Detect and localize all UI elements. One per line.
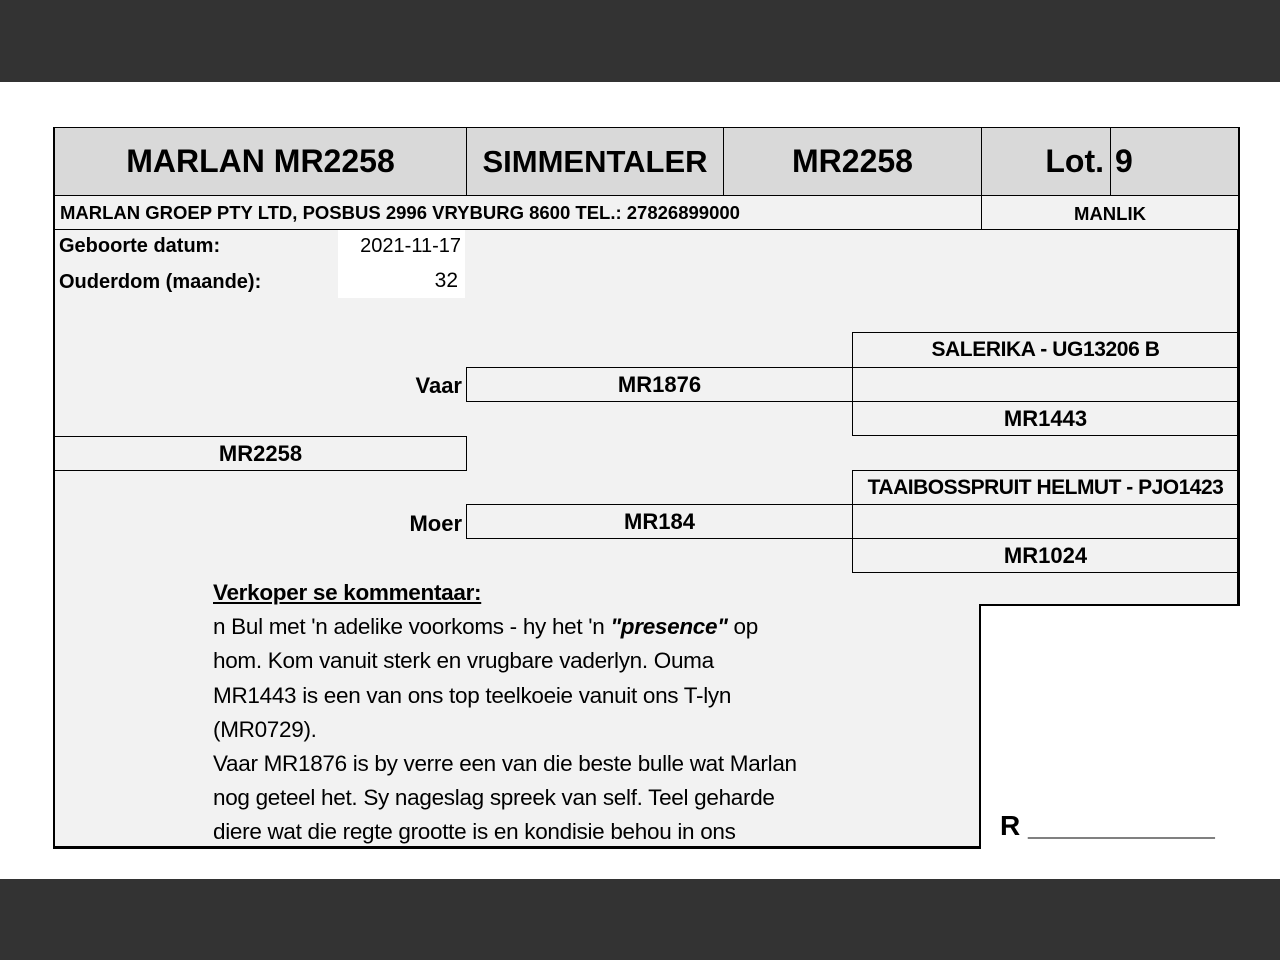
dam: MR184 — [624, 508, 695, 534]
animal-name: MARLAN MR2258 — [126, 143, 395, 179]
sire-blank-cell — [852, 367, 1239, 402]
comments-line-2: hom. Kom vanuit sterk en vrugbare vaderlyn. Ouma — [213, 648, 714, 674]
form-border-left — [53, 127, 55, 849]
sex: MANLIK — [1074, 203, 1146, 224]
dam-dam-cell — [852, 538, 1239, 573]
dam-sire-cell — [852, 470, 1239, 505]
sire-sire-cell — [852, 332, 1239, 368]
comments-line-3: MR1443 is een van ons top teelkoeie vanuit ons T-lyn — [213, 682, 732, 708]
dam-blank-cell — [852, 504, 1239, 539]
comments-line-6: nog geteel het. Sy nageslag spreek van self. Teel geharde — [213, 785, 775, 811]
birth-date-label: Geboorte datum: — [59, 235, 221, 257]
sire-sire: SALERIKA - UG13206 B — [931, 338, 1160, 361]
comments-line-7: diere wat die regte grootte is en kondisie behou in ons — [213, 819, 736, 845]
age-months: 32 — [434, 269, 458, 292]
seller-comments — [213, 576, 853, 850]
price-label: R ____________ — [1000, 810, 1215, 841]
sex-cell — [981, 195, 1239, 230]
animal-name-cell — [54, 127, 467, 196]
animal-cell — [54, 436, 467, 471]
company-line: MARLAN GROEP PTY LTD, POSBUS 2996 VRYBURG 8600 TEL.: 27826899000 — [54, 195, 982, 230]
dam-cell — [466, 504, 853, 539]
sire-dam: MR1443 — [1003, 405, 1088, 431]
animal-id: MR2258 — [792, 143, 913, 179]
dam-dam: MR1024 — [1003, 542, 1088, 568]
comments-title: Verkoper se kommentaar: — [213, 580, 482, 605]
lot-number-cell — [1110, 127, 1239, 196]
lot-label: Lot. — [1045, 143, 1104, 179]
birth-date-value-cell — [338, 230, 465, 264]
dam-sire: TAAIBOSSPRUIT HELMUT - PJO1423 — [867, 475, 1224, 499]
birth-date: 2021-11-17 — [360, 235, 461, 257]
breed-cell — [466, 127, 724, 196]
breed: SIMMENTALER — [482, 143, 708, 179]
sire: MR1876 — [617, 371, 702, 397]
sire-dam-cell — [852, 401, 1239, 436]
dam-label: Moer — [409, 511, 462, 536]
lot-label-cell — [981, 127, 1111, 196]
lot-number: 9 — [1115, 143, 1133, 179]
sire-label: Vaar — [415, 373, 462, 398]
age-value-cell — [338, 264, 465, 298]
comments-line-5: Vaar MR1876 is by verre een van die beste bulle wat Marlan — [213, 751, 797, 777]
sire-cell — [466, 367, 853, 402]
age-label: Ouderdom (maande): — [59, 271, 262, 293]
comments-line-1: n Bul met 'n adelike voorkoms - hy het 'n "presence" op — [213, 614, 758, 640]
comments-line-4: (MR0729). — [213, 716, 317, 742]
sheet — [0, 82, 1280, 879]
animal: MR2258 — [218, 440, 303, 466]
animal-id-cell — [723, 127, 982, 196]
